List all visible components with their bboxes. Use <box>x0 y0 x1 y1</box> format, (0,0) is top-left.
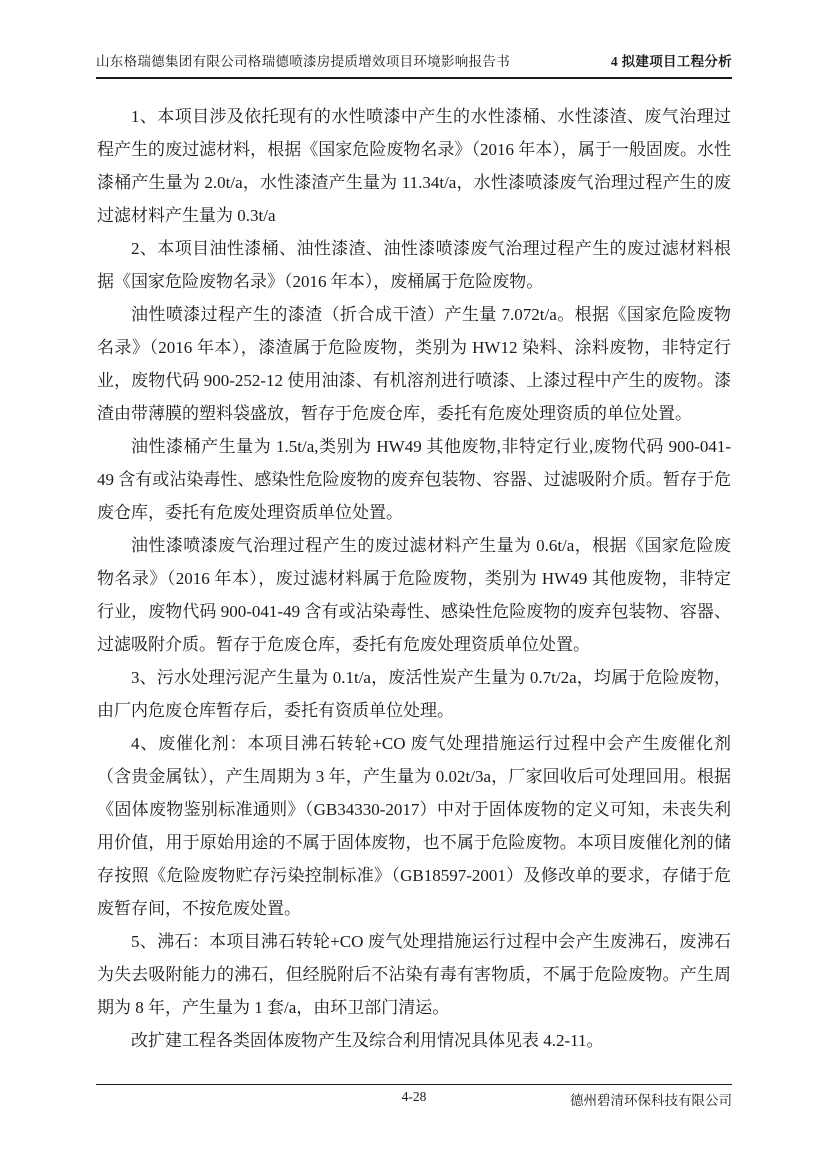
paragraph-1: 1、本项目涉及依托现有的水性喷漆中产生的水性漆桶、水性漆渣、废气治理过程产生的废过滤材料，根据《国家危险废物名录》（2016 年本），属于一般固废。水性漆桶产生量为 2.0t/a，水性漆渣产生量为 11.34t/a，水性漆喷漆废气治理过程产生的废过滤材料产生量为 0.3t/a <box>97 107 731 225</box>
page-number: 4-28 <box>401 1089 427 1104</box>
document-body <box>97 100 731 1057</box>
paragraph-9: 改扩建工程各类固体废物产生及综合利用情况具体见表 4.2-11。 <box>131 1031 604 1050</box>
page-header <box>96 50 732 79</box>
paragraph-4: 油性漆桶产生量为 1.5t/a,类别为 HW49 其他废物,非特定行业,废物代码 900-041-49 含有或沾染毒性、感染性危险废物的废弃包装物、容器、过滤吸附介质。暂存于危废仓库，委托有危废处理资质单位处置。 <box>97 437 731 522</box>
company-name: 德州碧清环保科技有限公司 <box>570 1093 732 1108</box>
paragraph-6: 3、污水处理污泥产生量为 0.1t/a，废活性炭产生量为 0.7t/2a，均属于危险废物，由厂内危废仓库暂存后，委托有资质单位处理。 <box>97 668 731 720</box>
chapter-title: 4 拟建项目工程分析 <box>610 54 732 69</box>
paragraph-3: 油性喷漆过程产生的漆渣（折合成干渣）产生量 7.072t/a。根据《国家危险废物名录》（2016 年本），漆渣属于危险废物，类别为 HW12 染料、涂料废物，非特定行业，废物代码 900-252-12 使用油漆、有机溶剂进行喷漆、上漆过程中产生的废物。漆渣由带薄膜的塑料袋盛放，暂存于危废仓库，委托有危废处理资质的单位处置。 <box>97 305 731 423</box>
paragraph-5: 油性漆喷漆废气治理过程产生的废过滤材料产生量为 0.6t/a，根据《国家危险废物名录》（2016 年本），废过滤材料属于危险废物，类别为 HW49 其他废物，非特定行业，废物代码 900-041-49 含有或沾染毒性、感染性危险废物的废弃包装物、容器、过滤吸附介质。暂存于危废仓库，委托有危废处理资质单位处置。 <box>97 536 731 654</box>
report-title: 山东格瑞德集团有限公司格瑞德喷漆房提质增效项目环境影响报告书 <box>96 54 510 69</box>
paragraph-7: 4、废催化剂：本项目沸石转轮+CO 废气处理措施运行过程中会产生废催化剂（含贵金属钛），产生周期为 3 年，产生量为 0.02t/3a，厂家回收后可处理回用。根据《固体废物鉴别标准通则》（GB34330-2017）中对于固体废物的定义可知，未丧失利用价值，用于原始用途的不属于固体废物，也不属于危险废物。本项目废催化剂的储存按照《危险废物贮存污染控制标准》（GB18597-2001）及修改单的要求，存储于危废暂存间，不按危废处置。 <box>97 734 731 918</box>
page-footer <box>96 1084 732 1110</box>
paragraph-2: 2、本项目油性漆桶、油性漆渣、油性漆喷漆废气治理过程产生的废过滤材料根据《国家危险废物名录》（2016 年本），废桶属于危险废物。 <box>97 239 731 291</box>
paragraph-8: 5、沸石：本项目沸石转轮+CO 废气处理措施运行过程中会产生废沸石，废沸石为失去吸附能力的沸石，但经脱附后不沾染有毒有害物质，不属于危险废物。产生周期为 8 年，产生量为 1 套/a，由环卫部门清运。 <box>97 932 731 1017</box>
